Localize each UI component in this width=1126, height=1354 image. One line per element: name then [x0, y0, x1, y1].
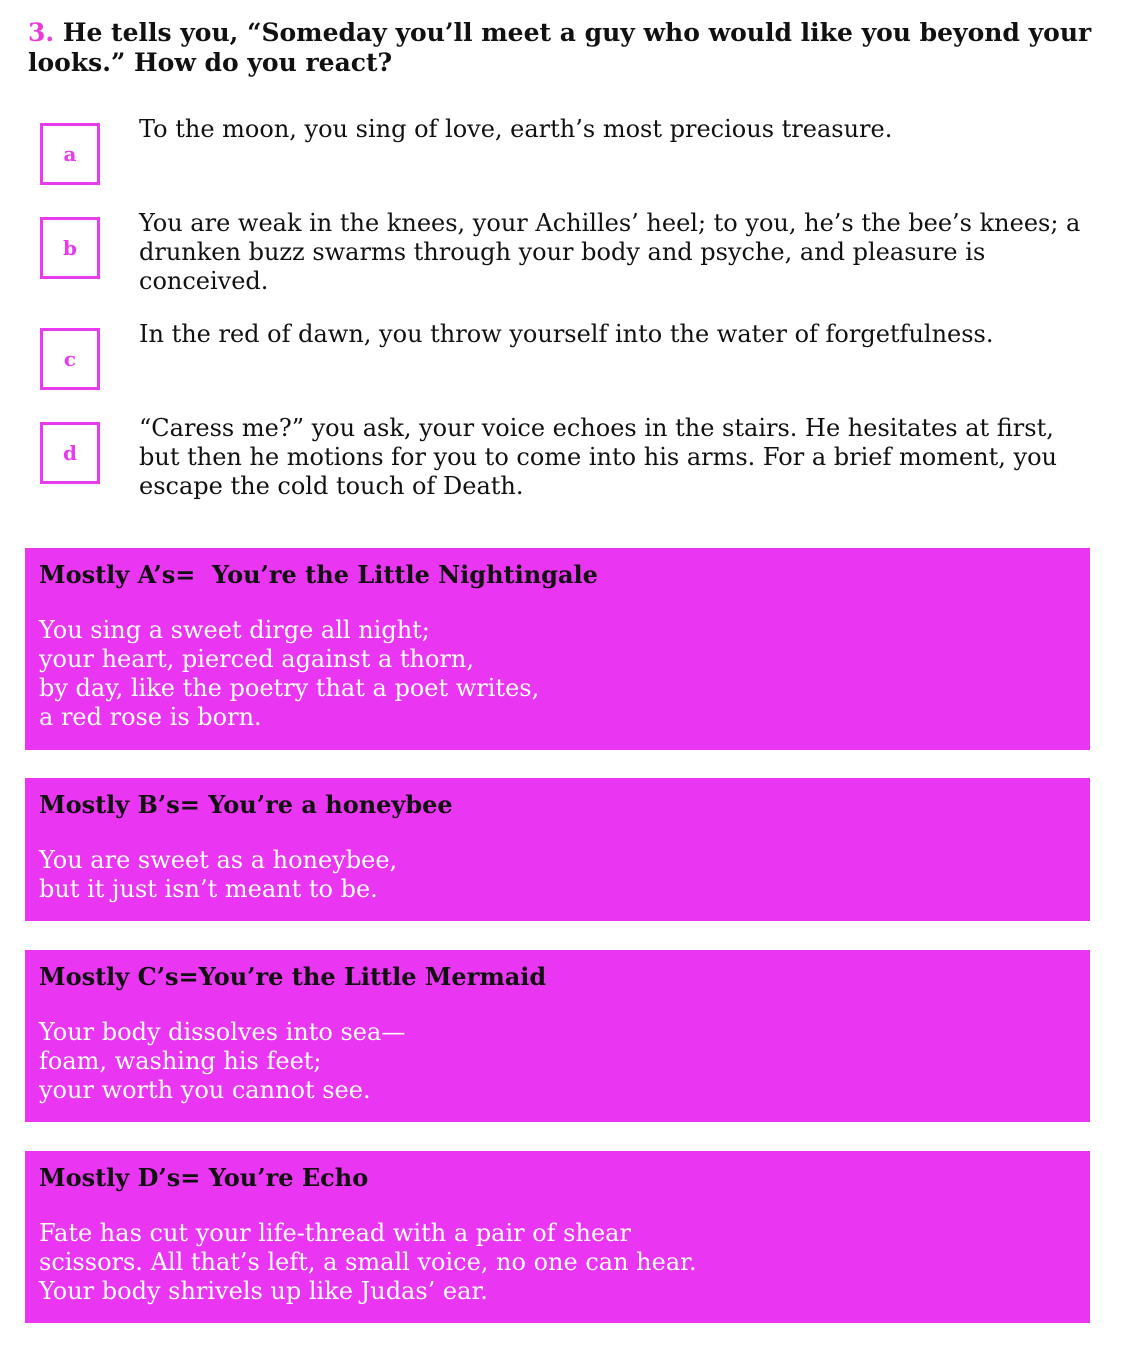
- poem-line: Fate has cut your life-thread with a pair of shear: [39, 1219, 631, 1247]
- option-d-checkbox[interactable]: d: [40, 422, 100, 484]
- result-b-poem: [39, 846, 1076, 904]
- poem-line: a red rose is born.: [39, 703, 262, 731]
- poem-line: scissors. All that’s left, a small voice, no one can hear.: [39, 1248, 697, 1276]
- question-text: He tells you, “Someday you’ll meet a guy who would like you beyond your looks.” How do you react?: [28, 18, 1092, 77]
- result-c-title: Mostly C’s=You’re the Little Mermaid: [39, 962, 547, 991]
- result-a-panel: [25, 548, 1090, 750]
- result-c-poem: [39, 1018, 1076, 1105]
- result-b-title: Mostly B’s= You’re a honeybee: [39, 790, 453, 819]
- poem-line: Your body shrivels up like Judas’ ear.: [39, 1277, 488, 1305]
- option-d-text: “Caress me?” you ask, your voice echoes in the stairs. He hesitates at first, but then he motions for you to come into his arms. For a brief moment, you escape the cold touch of Death.: [139, 414, 1057, 500]
- poem-line: You are sweet as a honeybee,: [39, 846, 398, 874]
- option-c-text: In the red of dawn, you throw yourself into the water of forgetfulness.: [139, 320, 994, 348]
- result-d-title: Mostly D’s= You’re Echo: [39, 1163, 369, 1192]
- option-b-checkbox[interactable]: b: [40, 217, 100, 279]
- question-number: 3.: [28, 18, 55, 47]
- option-a-text: To the moon, you sing of love, earth’s most precious treasure.: [139, 115, 893, 143]
- result-c-panel: [25, 950, 1090, 1122]
- option-c-checkbox[interactable]: c: [40, 328, 100, 390]
- poem-line: but it just isn’t meant to be.: [39, 875, 378, 903]
- poem-line: Your body dissolves into sea—: [39, 1018, 406, 1046]
- poem-line: your heart, pierced against a thorn,: [39, 645, 475, 673]
- result-a-title: Mostly A’s= You’re the Little Nightingale: [39, 560, 598, 589]
- result-d-panel: [25, 1151, 1090, 1323]
- option-a-checkbox[interactable]: a: [40, 123, 100, 185]
- poem-line: your worth you cannot see.: [39, 1076, 371, 1104]
- option-b-text: You are weak in the knees, your Achilles’ heel; to you, he’s the bee’s knees; a drunken buzz swarms through your body and psyche, and pleasure is conceived.: [139, 209, 1081, 295]
- question-heading: [28, 18, 1108, 78]
- result-d-poem: [39, 1219, 1076, 1306]
- poem-line: You sing a sweet dirge all night;: [39, 616, 430, 644]
- poem-line: foam, washing his feet;: [39, 1047, 322, 1075]
- poem-line: by day, like the poetry that a poet writes,: [39, 674, 540, 702]
- result-a-poem: [39, 616, 1076, 732]
- result-b-panel: [25, 778, 1090, 921]
